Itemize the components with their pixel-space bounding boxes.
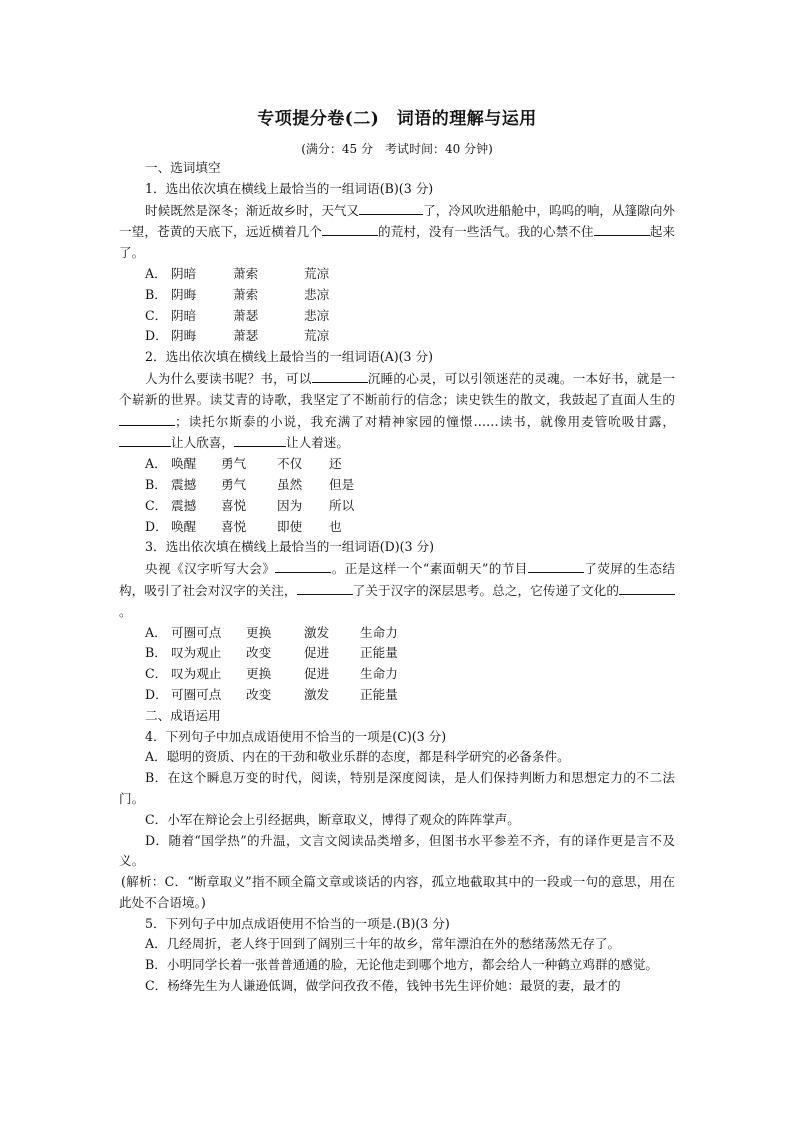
option-sentence: C．杨绛先生为人谦逊低调，做学问孜孜不倦，钱钟书先生评价她：最贤的妻，最才的 [145,978,621,994]
option-sentence: B．小明同学长着一张普普通通的脸，无论他走到哪个地方，都会给人一种鹤立鸡群的感觉。 [145,957,659,973]
answer-blank [619,580,675,595]
option-row: A． 阴暗 萧索 荒凉 [145,265,330,281]
question-stem: 3．选出依次填在横线上最恰当的一组词语(D)(3 分) [145,539,435,555]
answer-blank [359,200,423,215]
option-sentence: C．小军在辩论会上引经据典，断章取义，博得了观众的阵阵掌声。 [145,811,520,827]
answer-blank [594,221,650,236]
question-stem: 1．选出依次填在横线上最恰当的一组词语(B)(3 分) [145,180,434,196]
option-row: B． 叹为观止 改变 促进 正能量 [145,645,398,661]
question-stem: 5．下列句子中加点成语使用不恰当的一项是.(B)(3 分) [145,915,450,931]
option-sentence: A．几经周折，老人终于回到了阔别三十年的故乡，常年漂泊在外的愁绪荡然无存了。 [145,936,621,952]
exam-content [119,158,675,997]
option-row: D． 唤醒 喜悦 即使 也 [145,518,342,534]
answer-explanation: (解析：C．“断章取义”指不顾全篇文章或谈话的内容，孤立地截取其中的一段或一句的意思，用在此处不合语境。) [119,874,675,910]
option-row: C． 叹为观止 更换 促进 生命力 [145,666,398,682]
question-passage: 央视《汉字听写大会》 。正是这样一个“素面朝天”的节目 了荧屏的生态结构，吸引了社会对汉字的关注， 了关于汉字的深层思考。总之，它传递了文化的。 [119,558,675,622]
option-row: B． 阴晦 萧索 悲凉 [145,286,330,302]
question-passage: 人为什么要读书呢？书，可以 沉睡的心灵，可以引领迷茫的灵魂。一本好书，就是一个崭新的世界。读艾青的诗歌，我坚定了不断前行的信念；读史铁生的散文，我鼓起了直面人生的；读托尔斯泰的小说，我充满了对精神家园的憧憬……读书，就像用麦管吮吸甘露，让人欣喜， 让人着迷。 [119,368,675,454]
answer-blank [312,368,368,383]
option-row: B． 震撼 勇气 虽然 但是 [145,476,355,492]
option-row: D． 阴晦 萧瑟 荒凉 [145,328,330,344]
option-row: A． 可圈可点 更换 激发 生命力 [145,624,398,640]
answer-blank [275,558,331,573]
question-passage: 时候既然是深冬；渐近故乡时，天气又 了，冷风吹进船舱中，呜呜的响，从篷隙向外一望，苍黄的天底下，远近横着几个 的荒村，没有一些活气。我的心禁不住 起来了。 [119,200,675,264]
option-sentence: D．随着“国学热”的升温，文言文阅读品类增多，但图书水平参差不齐，有的译作更是言不及义。 [119,832,675,869]
exam-info: (满分：45 分 考试时间：40 分钟) [301,142,493,156]
section-heading: 一、选词填空 [145,160,221,175]
question-stem: 4．下列句子中加点成语使用不恰当的一项是(C)(3 分) [145,728,447,744]
option-row: A． 唤醒 勇气 不仅 还 [145,456,342,472]
question-stem: 2．选出依次填在横线上最恰当的一组词语(A)(3 分) [145,349,434,365]
answer-blank [119,432,171,447]
answer-blank [119,411,175,426]
section-heading: 二、成语运用 [145,707,221,723]
answer-blank [528,558,584,573]
option-sentence: A．聪明的资质、内在的干劲和敬业乐群的态度，都是科学研究的必备条件。 [145,749,570,765]
option-row: C． 震撼 喜悦 因为 所以 [145,497,355,513]
option-row: C． 阴暗 萧瑟 悲凉 [145,307,330,323]
option-row: D． 可圈可点 改变 激发 正能量 [145,686,398,702]
option-sentence: B．在这个瞬息万变的时代，阅读，特别是深度阅读，是人们保持判断力和思想定力的不二法门。 [119,770,675,806]
answer-blank [297,580,353,595]
answer-blank [322,221,378,236]
answer-blank [234,432,286,447]
page-title: 专项提分卷(二) 词语的理解与运用 [257,109,537,129]
